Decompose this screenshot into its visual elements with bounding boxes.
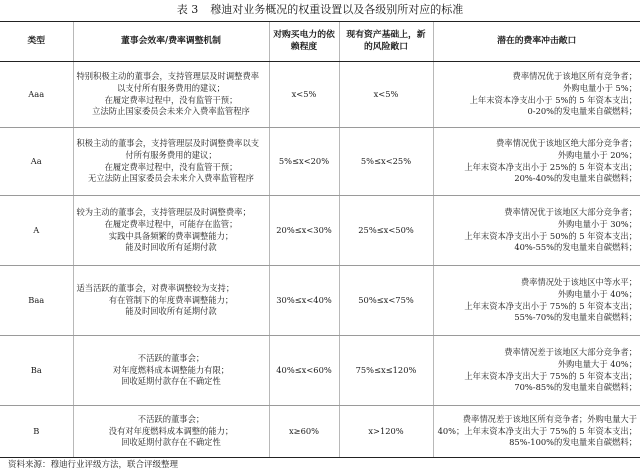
mechanism-cell xyxy=(73,62,269,128)
rate-shock-line: 上年末资本净支出小于 75%的 5 年资本支出； xyxy=(464,300,637,311)
rate-shock-line: 外购电量大于 40%； xyxy=(557,358,637,369)
power-dependency-value: 30%≤x<40% xyxy=(269,266,339,336)
rate-shock-line: 55%-70%的发电量来自碳燃料； xyxy=(514,312,637,323)
rate-shock-line: 外购电量小于 30%； xyxy=(557,218,637,229)
rating-class: Ba xyxy=(0,336,73,406)
asset-exposure-value: 25%≤x<50% xyxy=(339,196,433,266)
asset-exposure-value: 50%≤x<75% xyxy=(339,266,433,336)
rate-shock-cell xyxy=(433,406,640,458)
mechanism-line: 积极主动的董事会，支持管理层及时调整费率以支 xyxy=(76,138,260,149)
table-row xyxy=(0,128,640,196)
rate-shock-line: 上年末资本净支出小于 25%的 5 年资本支出； xyxy=(464,161,637,172)
rate-shock-cell xyxy=(433,62,640,128)
mechanism-line: 能及时回收所有延期付款 xyxy=(125,242,217,253)
mechanism-cell xyxy=(73,336,269,406)
rate-shock-line: 20%-40%的发电量来自碳燃料； xyxy=(514,173,637,184)
header-mechanism: 董事会效率/费率调整机制 xyxy=(73,22,269,62)
mechanism-line: 较为主动的董事会，支持管理层及时调整费率； xyxy=(76,207,251,218)
rate-shock-cell xyxy=(433,336,640,406)
mechanism-line: 立法防止国家委员会未来介入费率监管程序 xyxy=(92,106,250,117)
rating-class: B xyxy=(0,406,73,458)
asset-exposure-value: 75%≤x≤120% xyxy=(339,336,433,406)
source-note: 资料来源：穆迪行业评级方法，联合评级整理 xyxy=(8,460,179,470)
mechanism-line: 回收延期付款存在不确定性 xyxy=(121,376,221,387)
asset-exposure-value: 5%≤x<25% xyxy=(339,128,433,196)
mechanism-cell xyxy=(73,406,269,458)
rate-shock-line: 费率情况优于该地区所有竞争者； xyxy=(512,71,637,82)
rate-shock-line: 上年末资本净支出小于 50%的 5 年资本支出； xyxy=(464,230,637,241)
rate-shock-line: 费率情况处于该地区中等水平； xyxy=(520,277,637,288)
rate-shock-line: 上年末资本净支出大于 75%的 5 年资本支出； xyxy=(464,370,637,381)
mechanism-cell xyxy=(73,266,269,336)
asset-exposure-value: x<5% xyxy=(339,62,433,128)
mechanism-line: 适当活跃的董事会，对费率调整较为支持； xyxy=(76,283,235,294)
rate-shock-line: 0-20%的发电量来自碳燃料； xyxy=(527,106,637,117)
rating-class: A xyxy=(0,196,73,266)
mechanism-line: 不活跃的董事会； xyxy=(137,414,205,425)
mechanism-line: 特别积极主动的董事会，支持管理层及时调整费率 xyxy=(76,71,260,82)
rate-shock-line: 上年末资本净支出小于 5%的 5 年资本支出； xyxy=(469,94,637,105)
power-dependency-value: 5%≤x<20% xyxy=(269,128,339,196)
rate-shock-cell xyxy=(433,128,640,196)
mechanism-line: 付所有服务费用的建议； xyxy=(125,149,217,160)
rate-shock-line: 40%-55%的发电量来自碳燃料； xyxy=(514,242,637,253)
mechanism-cell xyxy=(73,196,269,266)
rate-shock-line: 外购电量小于 20%； xyxy=(557,149,637,160)
table-title: 穆迪对业务概况的权重设置以及各级别所对应的标准 xyxy=(210,3,464,16)
mechanism-line: 在履定费率过程中，没有监管干预； xyxy=(104,94,238,105)
rating-class: Aa xyxy=(0,128,73,196)
power-dependency-value: x≥60% xyxy=(269,406,339,458)
rate-shock-line: 费率情况优于该地区大部分竞争者； xyxy=(504,207,637,218)
mechanism-line: 有在管制下的年度费率调整能力； xyxy=(108,294,234,305)
asset-exposure-value: x>120% xyxy=(339,406,433,458)
table-caption xyxy=(0,0,640,20)
mechanism-line: 无立法防止国家委员会未来介入费率监管程序 xyxy=(88,173,254,184)
mechanism-line: 没有对年度燃料成本调整的能力； xyxy=(108,425,234,436)
mechanism-line: 在履定费率过程中，没有监管干预； xyxy=(104,161,238,172)
rate-shock-cell xyxy=(433,196,640,266)
header-power-dependency: 对购买电力的依赖程度 xyxy=(269,22,339,62)
header-asset-exposure: 现有资产基础上，新的风险敞口 xyxy=(339,22,433,62)
mechanism-line: 不活跃的董事会； xyxy=(137,353,205,364)
rate-shock-line: 外购电量小于 40%； xyxy=(557,288,637,299)
mechanism-line: 对年度燃料成本调整能力有限； xyxy=(112,364,230,375)
table-number: 表 3 xyxy=(176,3,199,16)
mechanism-line: 回收延期付款存在不确定性 xyxy=(121,437,221,448)
mechanism-line: 实践中具备频繁的费率调整能力； xyxy=(108,230,234,241)
rating-criteria-table xyxy=(0,21,640,458)
header-rate-shock: 潜在的费率冲击敞口 xyxy=(433,22,640,62)
table-row xyxy=(0,62,640,128)
mechanism-line: 在履定费率过程中，可能存在监管； xyxy=(104,218,238,229)
rate-shock-line: 85%-100%的发电量来自碳燃料； xyxy=(509,437,637,448)
header-row xyxy=(0,22,640,62)
table-row xyxy=(0,266,640,336)
power-dependency-value: 40%≤x<60% xyxy=(269,336,339,406)
rate-shock-line: 70%-85%的发电量来自碳燃料； xyxy=(514,382,637,393)
rate-shock-line: 费率情况差于该地区大部分竞争者； xyxy=(504,347,637,358)
rate-shock-line: 费率情况差于该地区所有竞争者；外购电量大于 xyxy=(462,414,637,425)
mechanism-line: 能及时回收所有延期付款 xyxy=(125,306,217,317)
table-row xyxy=(0,196,640,266)
rate-shock-line: 40%；上年末资本净支出大于 75%的 5 年资本支出； xyxy=(437,425,637,436)
rating-class: Baa xyxy=(0,266,73,336)
table-row xyxy=(0,406,640,458)
power-dependency-value: 20%≤x<30% xyxy=(269,196,339,266)
rate-shock-line: 费率情况优于该地区绝大部分竞争者； xyxy=(495,138,637,149)
mechanism-cell xyxy=(73,128,269,196)
table-row xyxy=(0,336,640,406)
mechanism-line: 以支付所有服务费用的建议； xyxy=(117,82,225,93)
rate-shock-line: 外购电量小于 5%； xyxy=(563,82,637,93)
header-class: 类型 xyxy=(0,22,73,62)
power-dependency-value: x<5% xyxy=(269,62,339,128)
rate-shock-cell xyxy=(433,266,640,336)
rating-class: Aaa xyxy=(0,62,73,128)
